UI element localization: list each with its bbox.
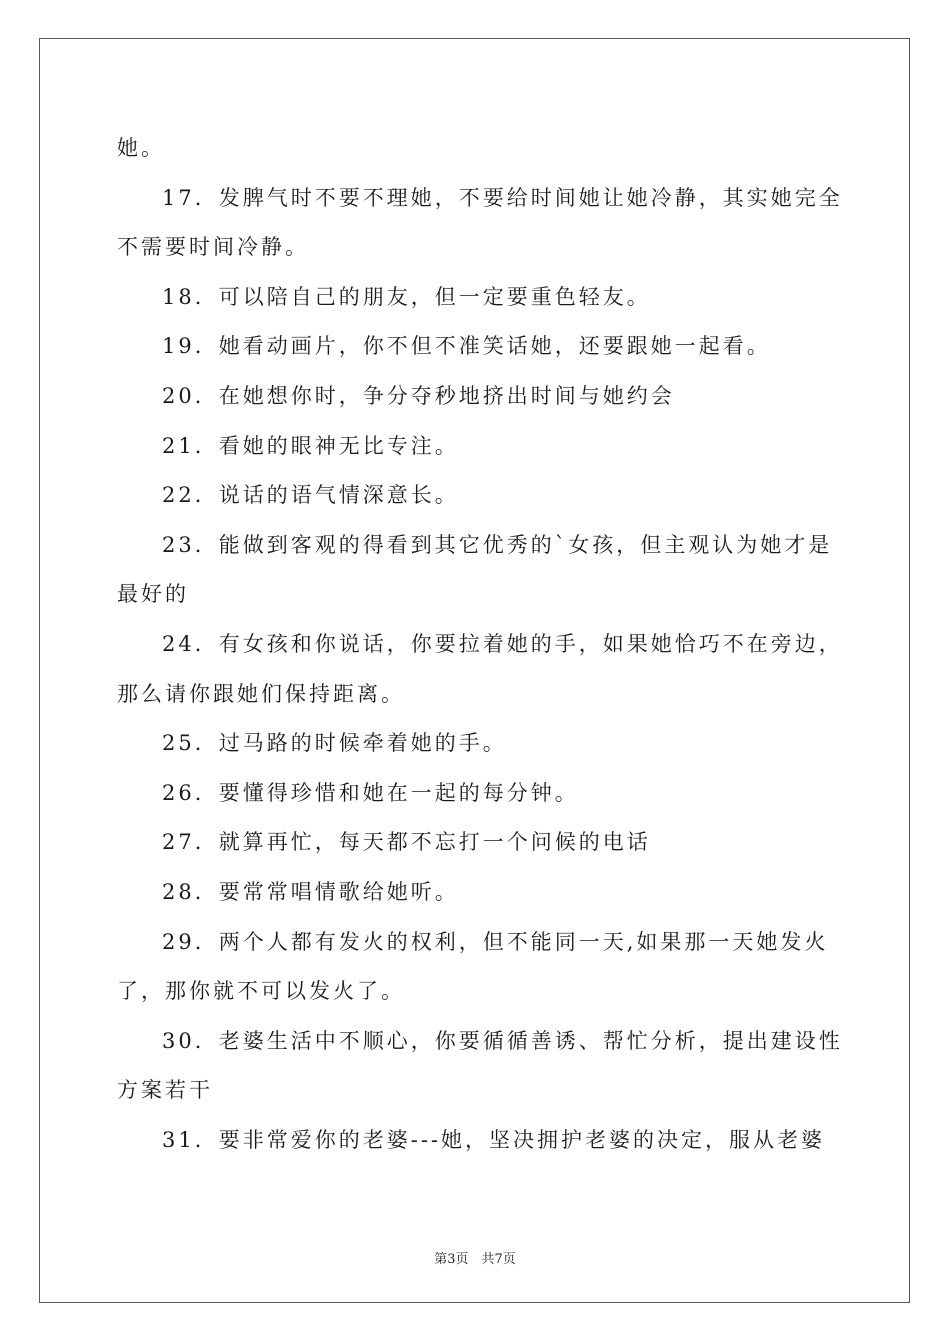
document-body — [117, 124, 843, 1165]
text-line: 26．要懂得珍惜和她在一起的每分钟。 — [162, 780, 579, 805]
text-line: 24．有女孩和你说话，你要拉着她的手，如果她恰巧不在旁边， — [162, 631, 843, 656]
text-line: 21．看她的眼神无比专注。 — [162, 433, 459, 458]
text-line: 19．她看动画片，你不但不准笑话她，还要跟她一起看。 — [162, 334, 771, 359]
text-line: 不需要时间冷静。 — [117, 235, 309, 260]
text-line: 20．在她想你时，争分夺秒地挤出时间与她约会 — [162, 383, 675, 408]
text-line: 23．能做到客观的得看到其它优秀的`女孩，但主观认为她才是 — [162, 532, 833, 557]
page-number-footer: 第3页 共7页 — [434, 1252, 516, 1267]
text-line: 29．两个人都有发火的权利，但不能同一天,如果那一天她发火 — [162, 929, 829, 954]
text-line: 25．过马路的时候牵着她的手。 — [162, 731, 507, 756]
text-line: 28．要常常唱情歌给她听。 — [162, 879, 459, 904]
text-line: 27．就算再忙，每天都不忘打一个问候的电话 — [162, 830, 651, 855]
text-line: 那么请你跟她们保持距离。 — [117, 681, 405, 706]
text-line: 最好的 — [117, 582, 189, 607]
text-line: 22．说话的语气情深意长。 — [162, 483, 459, 508]
text-line: 17．发脾气时不要不理她，不要给时间她让她冷静，其实她完全 — [162, 185, 843, 210]
text-line: 了，那你就不可以发火了。 — [117, 979, 405, 1004]
text-line: 30．老婆生活中不顺心，你要循循善诱、帮忙分析，提出建设性 — [162, 1028, 843, 1053]
text-line: 她。 — [117, 136, 165, 160]
text-line: 31．要非常爱你的老婆---她，坚决拥护老婆的决定，服从老婆 — [162, 1127, 826, 1152]
text-line: 18．可以陪自己的朋友，但一定要重色轻友。 — [162, 284, 651, 309]
text-line: 方案若干 — [117, 1078, 213, 1103]
